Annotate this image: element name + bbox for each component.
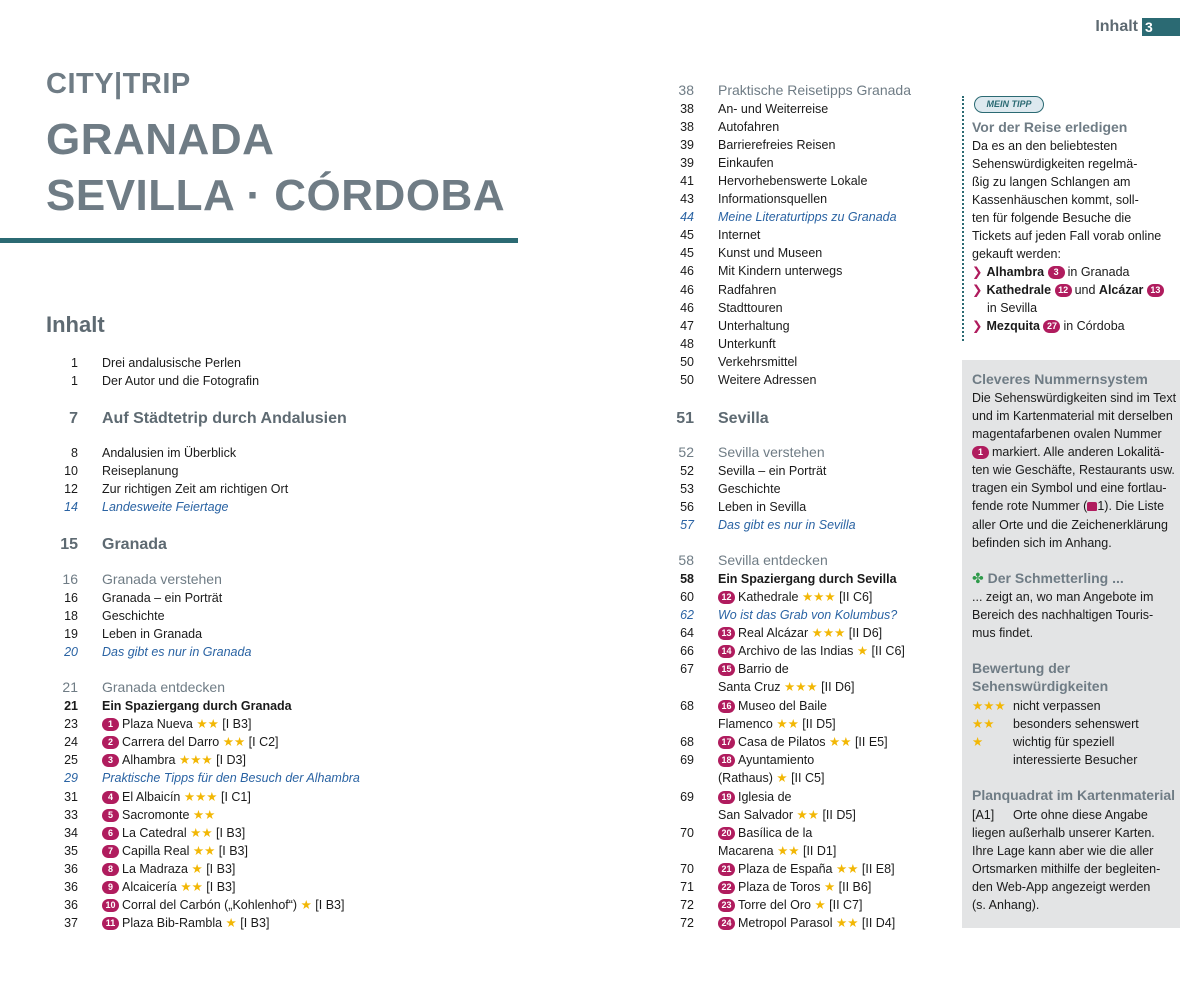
rating-stars: ★★	[777, 844, 800, 858]
sight-marker: 20	[718, 827, 735, 840]
tipp-text-line: Tickets auf jeden Fall vorab online	[972, 229, 1162, 243]
tipp-bullet-cont: in Sevilla	[987, 301, 1038, 315]
toc-chapter[interactable]: 15 Granada	[60, 536, 167, 553]
sight-marker: 17	[718, 736, 735, 749]
sight-marker: 1	[972, 446, 989, 459]
sight-marker: 3	[1048, 266, 1065, 279]
toc-sight[interactable]: 72 24 Metropol Parasol ★★ [II D4]	[680, 916, 896, 930]
toc-sight[interactable]: 70 20 Basílica de la	[680, 826, 813, 840]
toc-heading: Inhalt	[46, 312, 105, 337]
sight-marker: 6	[102, 827, 119, 840]
toc-entry-box[interactable]: 57 Das gibt es nur in Sevilla	[680, 518, 856, 532]
tipp-text-line: ßig zu langen Schlangen am	[972, 175, 1131, 189]
sight-marker: 13	[1147, 284, 1164, 297]
toc-sight[interactable]: 60 12 Kathedrale ★★★ [II C6]	[680, 590, 873, 604]
toc-entry[interactable]: 38 Autofahren	[680, 120, 780, 134]
numbering-line: fende rote Nummer ( 1). Die Liste	[972, 499, 1165, 513]
rating-row: ★★ besonders sehenswert	[972, 717, 1139, 731]
toc-entry[interactable]: 53 Geschichte	[680, 482, 781, 496]
tipp-heading: Vor der Reise erledigen	[972, 119, 1128, 135]
sight-marker: 12	[1055, 284, 1072, 297]
sight-marker: 14	[718, 645, 735, 658]
toc-section[interactable]: 16 Granada verstehen	[62, 571, 222, 587]
sight-marker: 24	[718, 917, 735, 930]
tipp-bullet: ❯ Alhambra 3 in Granada	[972, 265, 1130, 279]
chevron-right-icon: ❯	[972, 265, 983, 279]
toc-entry[interactable]: 1 Drei andalusische Perlen	[71, 356, 241, 370]
toc-entry-box[interactable]: 29 Praktische Tipps für den Besuch der Alhambra	[64, 771, 360, 785]
numbering-line: aller Orte und die Zeichenerklärung	[972, 518, 1168, 532]
numbering-line: ten wie Geschäfte, Restaurants usw.	[972, 463, 1175, 477]
toc-sight[interactable]: 25 3 Alhambra ★★★ [I D3]	[64, 753, 246, 767]
sight-marker: 8	[102, 863, 119, 876]
sight-marker: 5	[102, 809, 119, 822]
grid-line: [A1] Orte ohne diese Angabe	[972, 808, 1148, 822]
grid-heading: Planquadrat im Kartenmaterial	[972, 787, 1176, 803]
toc-section[interactable]: 52 Sevilla verstehen	[678, 444, 825, 460]
toc-sight[interactable]: 72 23 Torre del Oro ★ [II C7]	[680, 898, 863, 912]
toc-entry-box[interactable]: 14 Landesweite Feiertage	[64, 500, 229, 514]
sight-marker: 7	[102, 845, 119, 858]
toc-entry[interactable]: 19 Leben in Granada	[64, 627, 203, 641]
toc-entry[interactable]: 21 Ein Spaziergang durch Granada	[64, 699, 292, 713]
toc-entry[interactable]: 48 Unterkunft	[680, 337, 776, 351]
toc-entry[interactable]: 41 Hervorhebenswerte Lokale	[680, 174, 868, 188]
toc-chapter[interactable]: 51 Sevilla	[676, 410, 769, 427]
numbering-line: 1 markiert. Alle anderen Lokalitä-	[972, 443, 1164, 461]
toc-sight[interactable]: 66 14 Archivo de las Indias ★ [II C6]	[680, 644, 905, 658]
butterfly-line: ... zeigt an, wo man Angebote im	[972, 590, 1154, 604]
rating-row: ★ wichtig für speziell	[972, 735, 1115, 749]
toc-sight[interactable]: 70 21 Plaza de España ★★ [II E8]	[680, 862, 895, 876]
sight-marker: 1	[102, 718, 119, 731]
rating-stars: ★★★	[972, 699, 1006, 713]
toc-chapter[interactable]: 7 Auf Städtetrip durch Andalusien	[69, 410, 347, 427]
toc-entry[interactable]: 39 Einkaufen	[680, 156, 774, 170]
toc-entry[interactable]: 46 Radfahren	[680, 283, 777, 297]
toc-sight[interactable]: 36 10 Corral del Carbón („Kohlenhof“) ★ [I B3]	[64, 898, 345, 912]
sight-marker: 15	[718, 663, 735, 676]
rating-stars: ★★	[180, 880, 203, 894]
rating-stars: ★	[191, 862, 203, 876]
toc-sight[interactable]: 71 22 Plaza de Toros ★ [II B6]	[680, 880, 872, 894]
sight-marker: 19	[718, 791, 735, 804]
rating-stars: ★★	[192, 808, 216, 822]
toc-sight[interactable]: 36 9 Alcaicería ★★ [I B3]	[64, 880, 236, 894]
title-line-1: GRANADA	[46, 115, 275, 164]
header-label: Inhalt	[1095, 18, 1138, 35]
page-number: 3	[1142, 18, 1180, 36]
sight-marker: 18	[718, 754, 735, 767]
sight-marker: 10	[102, 899, 119, 912]
toc-entry[interactable]: 10 Reiseplanung	[64, 464, 179, 478]
rating-stars: ★	[823, 880, 836, 894]
numbering-line: und im Kartenmaterial mit derselben	[972, 409, 1173, 423]
chevron-right-icon: ❯	[972, 319, 983, 333]
rating-stars: ★	[225, 916, 237, 930]
toc-entry[interactable]: 45 Kunst und Museen	[680, 246, 823, 260]
rating-stars: ★★	[776, 717, 799, 731]
grid-line: liegen außerhalb unserer Karten.	[972, 826, 1155, 840]
toc-entry[interactable]: 38 An- und Weiterreise	[680, 102, 829, 116]
sight-marker: 23	[718, 899, 735, 912]
rating-stars: ★★	[196, 717, 219, 731]
mein-tipp-badge: MEIN TIPP	[974, 96, 1044, 113]
shop-symbol-icon	[1087, 502, 1097, 511]
rating-stars: ★	[814, 898, 826, 912]
rating-stars: ★	[856, 644, 869, 658]
rating-stars: ★★	[835, 916, 859, 930]
rating-stars: ★★	[192, 844, 216, 858]
tipp-text-line: gekauft werden:	[972, 247, 1061, 261]
numbering-heading: Cleveres Nummernsystem	[972, 371, 1148, 387]
toc-sight[interactable]: 64 13 Real Alcázar ★★★ [II D6]	[680, 626, 883, 640]
rating-stars: ★★	[972, 717, 995, 731]
butterfly-heading: ✤ Der Schmetterling ...	[972, 570, 1124, 586]
rating-stars: ★★★	[784, 680, 818, 694]
rating-stars: ★★	[796, 808, 819, 822]
rating-stars: ★★★	[178, 753, 213, 767]
toc-sight-cont[interactable]: Flamenco ★★ [II D5]	[718, 717, 836, 731]
rating-stars: ★★	[829, 735, 852, 749]
tipp-text-line: ten für folgende Besuche die	[972, 211, 1132, 225]
sight-marker: 2	[102, 736, 119, 749]
tipp-bullet: ❯ Mezquita 27 in Córdoba	[972, 319, 1125, 333]
toc-sight[interactable]: 33 5 Sacromonte ★★	[64, 808, 216, 822]
rating-stars: ★★★	[183, 790, 218, 804]
grid-line: den Web-App angezeigt werden	[972, 880, 1151, 894]
toc-entry[interactable]: 1 Der Autor und die Fotografin	[71, 374, 260, 388]
toc-entry[interactable]: 39 Barrierefreies Reisen	[680, 138, 836, 152]
chevron-right-icon: ❯	[972, 283, 983, 297]
rating-stars: ★★	[836, 862, 859, 876]
toc-entry[interactable]: 16 Granada – ein Porträt	[64, 591, 223, 605]
toc-section[interactable]: 21 Granada entdecken	[62, 679, 225, 695]
toc-sight-cont[interactable]: Santa Cruz ★★★ [II D6]	[718, 680, 855, 694]
rating-stars: ★★★	[801, 590, 836, 604]
rating-row-cont: interessierte Besucher	[1013, 753, 1138, 767]
numbering-line: tragen ein Symbol und eine fortlau-	[972, 481, 1167, 495]
rating-heading: Bewertung der	[972, 660, 1071, 676]
sight-marker: 3	[102, 754, 119, 767]
page-header	[1095, 18, 1180, 36]
toc-sight[interactable]: 34 6 La Catedral ★★ [I B3]	[64, 826, 246, 840]
rating-row: ★★★ nicht verpassen	[972, 699, 1101, 713]
sight-marker: 9	[102, 881, 119, 894]
toc-sight[interactable]: 68 16 Museo del Baile	[680, 699, 827, 713]
toc-entry[interactable]: 58 Ein Spaziergang durch Sevilla	[680, 572, 897, 586]
rating-stars: ★	[776, 771, 788, 785]
toc-entry[interactable]: 45 Internet	[680, 228, 761, 242]
tipp-bullet: ❯ Kathedrale 12 und Alcázar 13	[972, 281, 1167, 299]
numbering-line: befinden sich im Anhang.	[972, 536, 1112, 550]
toc-entry[interactable]: 46 Mit Kindern unterwegs	[680, 264, 843, 278]
rating-heading: Sehenswürdigkeiten	[972, 678, 1109, 694]
numbering-line: magentafarbenen ovalen Nummer	[972, 427, 1162, 441]
sight-marker: 4	[102, 791, 119, 804]
sight-marker: 21	[718, 863, 735, 876]
toc-entry[interactable]: 50 Verkehrsmittel	[680, 355, 798, 369]
tipp-text-line: Sehenswürdigkeiten regelmä-	[972, 157, 1138, 171]
tipp-text-line: Kassenhäuschen kommt, soll-	[972, 193, 1139, 207]
toc-entry[interactable]: 18 Geschichte	[64, 609, 165, 623]
rating-stars: ★★	[222, 735, 246, 749]
butterfly-line: Bereich des nachhaltigen Touris-	[972, 608, 1154, 622]
rating-stars: ★★	[190, 826, 213, 840]
butterfly-line: mus findet.	[972, 626, 1034, 640]
toc-sight[interactable]: 37 11 Plaza Bib-Rambla ★ [I B3]	[64, 916, 270, 930]
toc-entry-box[interactable]: 62 Wo ist das Grab von Kolumbus?	[680, 608, 898, 622]
toc-sight-cont[interactable]: San Salvador ★★ [II D5]	[718, 808, 856, 822]
toc-sight[interactable]: 31 4 El Albaicín ★★★ [I C1]	[64, 790, 251, 804]
toc-entry[interactable]: 8 Andalusien im Überblick	[71, 446, 237, 460]
toc-entry-box[interactable]: 44 Meine Literaturtipps zu Granada	[680, 210, 897, 224]
sight-marker: 13	[718, 627, 735, 640]
toc-sight-cont[interactable]: (Rathaus) ★ [II C5]	[718, 771, 825, 785]
rating-stars: ★	[972, 735, 984, 749]
toc-sight[interactable]: 36 8 La Madraza ★ [I B3]	[64, 862, 236, 876]
grid-line: (s. Anhang).	[972, 898, 1040, 912]
toc-entry[interactable]: 46 Stadttouren	[680, 301, 783, 315]
toc-entry[interactable]: 56 Leben in Sevilla	[680, 500, 807, 514]
toc-entry[interactable]: 12 Zur richtigen Zeit am richtigen Ort	[64, 482, 289, 496]
toc-entry[interactable]: 43 Informationsquellen	[680, 192, 828, 206]
toc-sight[interactable]: 69 18 Ayuntamiento	[680, 753, 815, 767]
toc-sight[interactable]: 67 15 Barrio de	[680, 662, 789, 676]
sight-marker: 11	[102, 917, 119, 930]
sight-marker: 27	[1043, 320, 1060, 333]
toc-sight[interactable]: 35 7 Capilla Real ★★ [I B3]	[64, 844, 248, 858]
rating-stars: ★★★	[811, 626, 846, 640]
toc-entry-box[interactable]: 20 Das gibt es nur in Granada	[64, 645, 252, 659]
toc-entry[interactable]: 50 Weitere Adressen	[680, 373, 817, 387]
toc-sight[interactable]: 68 17 Casa de Pilatos ★★ [II E5]	[680, 735, 888, 749]
toc-sight[interactable]: 24 2 Carrera del Darro ★★ [I C2]	[64, 735, 279, 749]
sight-marker: 16	[718, 700, 735, 713]
brand-logo: CITY|TRIP	[46, 68, 191, 100]
title-line-2: SEVILLA · CÓRDOBA	[46, 171, 506, 220]
toc-section[interactable]: 58 Sevilla entdecken	[678, 552, 828, 568]
numbering-line: Die Sehenswürdigkeiten sind im Text	[972, 391, 1177, 405]
toc-entry[interactable]: 52 Sevilla – ein Porträt	[680, 464, 827, 478]
toc-entry[interactable]: 47 Unterhaltung	[680, 319, 790, 333]
tipp-text-line: Da es an den beliebtesten	[972, 139, 1118, 153]
rating-stars: ★	[300, 898, 312, 912]
grid-line: Ortsmarken mithilfe der begleiten-	[972, 862, 1161, 876]
grid-line: Ihre Lage kann aber wie die aller	[972, 844, 1154, 858]
toc-section[interactable]: 38 Praktische Reisetipps Granada	[678, 82, 911, 98]
sight-marker: 22	[718, 881, 735, 894]
sight-marker: 12	[718, 591, 735, 604]
toc-sight[interactable]: 23 1 Plaza Nueva ★★ [I B3]	[64, 717, 252, 731]
butterfly-icon: ✤	[972, 570, 984, 586]
toc-sight[interactable]: 69 19 Iglesia de	[680, 790, 792, 804]
toc-sight-cont[interactable]: Macarena ★★ [II D1]	[718, 844, 837, 858]
